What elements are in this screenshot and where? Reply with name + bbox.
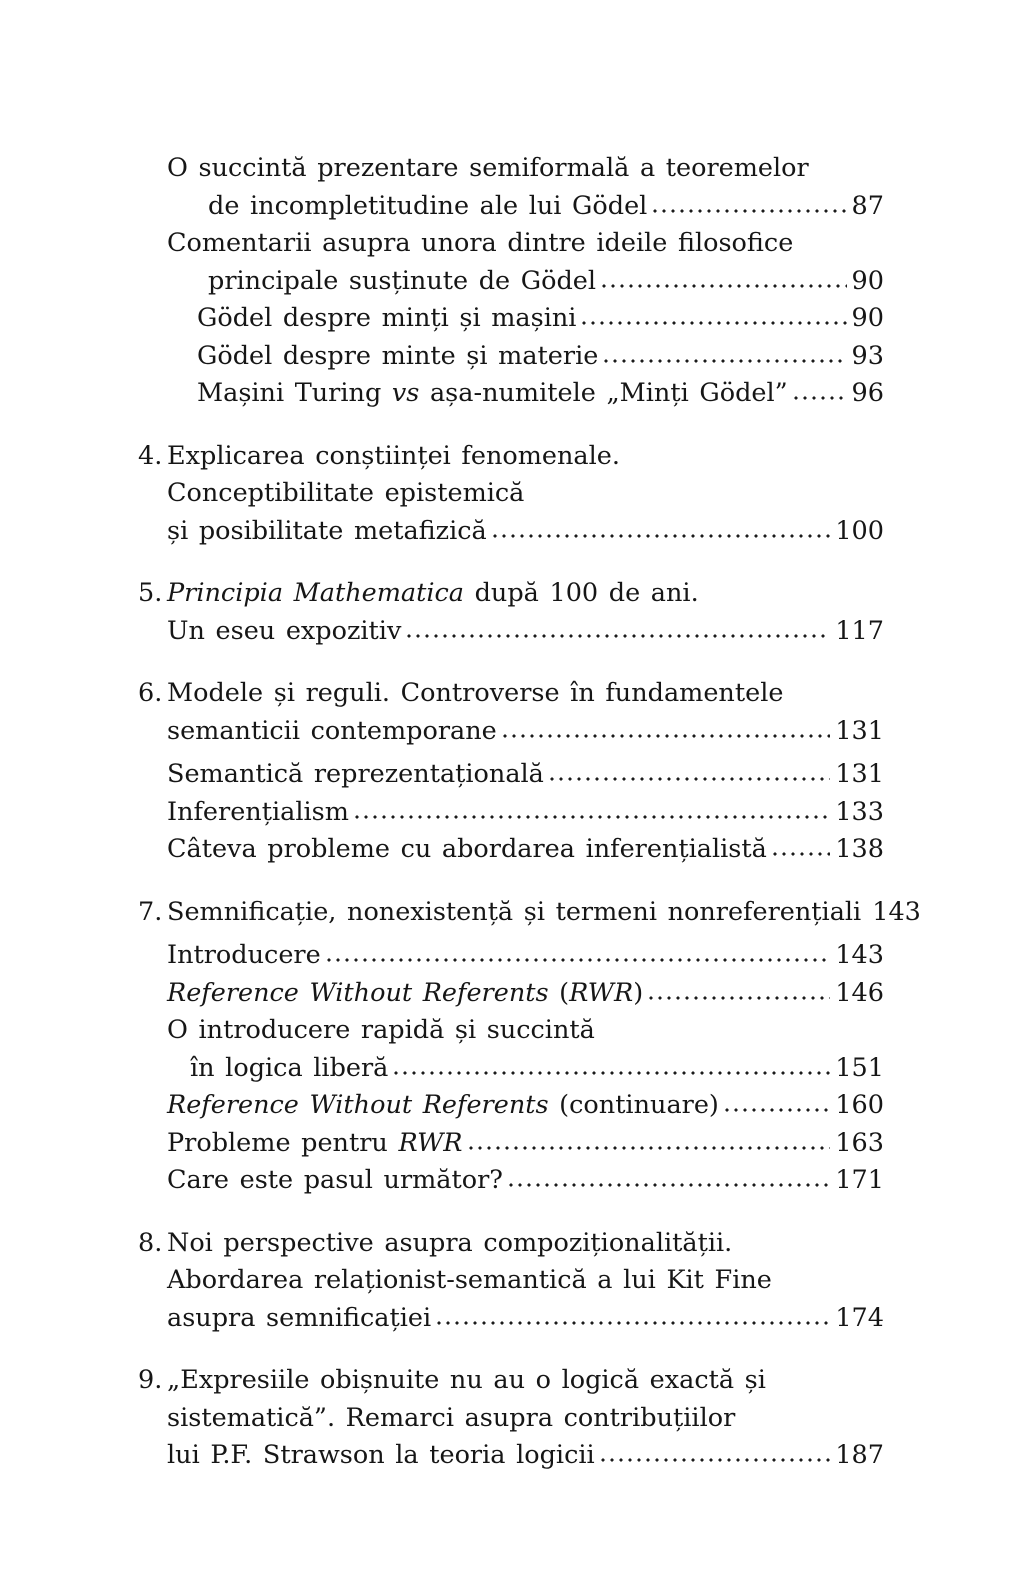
toc-entry-line bbox=[138, 300, 884, 338]
entry-text-segment: de incompletitudine ale lui Gödel bbox=[208, 190, 648, 221]
page-number: 131 bbox=[835, 759, 884, 789]
page-number: 138 bbox=[835, 834, 884, 864]
chapter-number: 8. bbox=[138, 1227, 163, 1258]
entry-text bbox=[167, 613, 401, 651]
page-number: 87 bbox=[851, 190, 884, 221]
entry-text-segment: lui P.F. Strawson la teoria logicii bbox=[167, 1440, 595, 1470]
toc-entry-line bbox=[138, 225, 884, 263]
entry-text-segment-italic: RWR bbox=[569, 977, 634, 1008]
entry-text bbox=[167, 937, 321, 975]
entry-text-segment-italic: Principia Mathematica bbox=[167, 578, 464, 608]
entry-text-segment: semanticii contemporane bbox=[167, 715, 497, 746]
entry-text-segment: Mașini Turing bbox=[197, 378, 392, 408]
toc-entry-line bbox=[138, 1300, 884, 1338]
page-number: 100 bbox=[835, 515, 884, 546]
toc-entry-line bbox=[138, 1087, 884, 1125]
dot-leader bbox=[653, 208, 846, 214]
entry-text-segment: Semantică reprezentațională bbox=[167, 759, 544, 789]
chapter-number: 5. bbox=[138, 578, 163, 608]
dot-leader bbox=[469, 1145, 831, 1151]
toc-page bbox=[138, 150, 921, 1475]
page-number: 93 bbox=[851, 340, 884, 371]
entry-text bbox=[197, 300, 576, 338]
dot-leader bbox=[437, 1320, 830, 1326]
entry-text bbox=[190, 1050, 388, 1088]
page-number: 163 bbox=[835, 1127, 884, 1158]
toc-entry-line bbox=[138, 1225, 884, 1263]
entry-text-segment: Câteva probleme cu abordarea inferențialistă bbox=[167, 834, 767, 864]
dot-leader bbox=[327, 957, 831, 963]
toc-entry-line bbox=[138, 831, 884, 869]
dot-leader bbox=[503, 733, 831, 739]
entry-text bbox=[167, 756, 544, 794]
entry-text bbox=[167, 1300, 431, 1338]
toc-entry-line bbox=[138, 894, 921, 932]
dot-leader bbox=[407, 633, 830, 639]
entry-text-segment: Explicarea conștiinței fenomenale. bbox=[167, 440, 620, 471]
entry-text-segment: Introducere bbox=[167, 940, 321, 970]
entry-text bbox=[167, 150, 809, 188]
entry-text bbox=[167, 1437, 595, 1475]
entry-text bbox=[197, 375, 788, 413]
entry-text-segment: Un eseu expozitiv bbox=[167, 615, 402, 646]
entry-text bbox=[167, 513, 487, 551]
entry-text bbox=[167, 1162, 503, 1200]
page-number: 90 bbox=[851, 265, 884, 296]
entry-text-segment: Care este pasul următor? bbox=[167, 1165, 503, 1195]
toc-entry-line bbox=[138, 1262, 884, 1300]
entry-text-segment: Inferențialism bbox=[167, 796, 349, 827]
entry-text-segment: Comentarii asupra unora dintre ideile filosofice bbox=[167, 228, 794, 258]
dot-leader bbox=[493, 533, 831, 539]
entry-text bbox=[167, 225, 793, 263]
page-number: 90 bbox=[851, 303, 884, 333]
toc-entry-line bbox=[138, 1012, 884, 1050]
toc-entry-line bbox=[138, 475, 884, 513]
dot-leader bbox=[602, 283, 847, 289]
entry-text-segment-italic: Reference Without Referents bbox=[167, 977, 549, 1008]
chapter-number: 6. bbox=[138, 678, 163, 708]
entry-text-segment: în logica liberă bbox=[190, 1052, 389, 1083]
entry-text-segment: ( bbox=[548, 977, 570, 1008]
entry-text-segment: Semnificație, nonexistență și termeni nonreferențiali bbox=[167, 896, 862, 927]
toc-entry-line bbox=[138, 1125, 884, 1163]
dot-leader bbox=[509, 1182, 830, 1188]
entry-text-segment: asupra semnificației bbox=[167, 1302, 432, 1333]
entry-text bbox=[197, 338, 598, 376]
entry-text bbox=[167, 713, 497, 751]
entry-text bbox=[167, 975, 643, 1013]
entry-text-segment: Noi perspective asupra compoziționalității. bbox=[167, 1227, 733, 1258]
dot-leader bbox=[355, 814, 830, 820]
entry-text bbox=[167, 831, 767, 869]
entry-text bbox=[167, 1125, 463, 1163]
toc-entry-line bbox=[138, 613, 884, 651]
entry-text-segment: O introducere rapidă și succintă bbox=[167, 1015, 595, 1045]
entry-text-segment: Gödel despre minți și mașini bbox=[197, 303, 577, 333]
toc-entry-line bbox=[138, 675, 884, 713]
toc-entry-line bbox=[138, 438, 884, 476]
entry-text bbox=[167, 575, 699, 613]
toc-entry-line bbox=[138, 150, 884, 188]
toc-entry-line bbox=[138, 188, 884, 226]
chapter-number: 7. bbox=[138, 896, 163, 927]
entry-text-segment: și posibilitate metafizică bbox=[167, 515, 487, 546]
page-number: 160 bbox=[835, 1090, 884, 1120]
page-number: 117 bbox=[835, 615, 884, 646]
entry-text-segment: Conceptibilitate epistemică bbox=[167, 478, 525, 508]
entry-text-segment: (continuare) bbox=[548, 1090, 719, 1120]
entry-text bbox=[208, 188, 647, 226]
entry-text-segment: Modele și reguli. Controverse în fundamentele bbox=[167, 678, 784, 708]
dot-leader bbox=[604, 358, 846, 364]
page-number: 146 bbox=[835, 977, 884, 1008]
entry-text bbox=[208, 263, 596, 301]
toc-entry-line bbox=[138, 1162, 884, 1200]
toc-entry-line bbox=[138, 338, 884, 376]
page-number: 187 bbox=[835, 1440, 884, 1470]
toc-entry-line bbox=[138, 263, 884, 301]
chapter-number: 9. bbox=[138, 1365, 163, 1395]
entry-text bbox=[167, 1225, 732, 1263]
entry-text bbox=[167, 794, 349, 832]
page-number: 171 bbox=[835, 1165, 884, 1195]
entry-text-segment: „Expresiile obișnuite nu au o logică exactă și bbox=[167, 1365, 766, 1395]
page-number: 151 bbox=[835, 1052, 884, 1083]
toc-entry-line bbox=[138, 1400, 884, 1438]
dot-leader bbox=[794, 395, 847, 401]
chapter-number: 4. bbox=[138, 440, 163, 471]
entry-text bbox=[167, 675, 783, 713]
dot-leader bbox=[725, 1107, 830, 1113]
entry-text-segment: Probleme pentru bbox=[167, 1127, 399, 1158]
entry-text bbox=[167, 1087, 719, 1125]
entry-text-segment: așa-numitele „Minți Gödel” bbox=[419, 378, 788, 408]
entry-text bbox=[167, 894, 861, 932]
dot-leader bbox=[394, 1070, 830, 1076]
toc-entry-line bbox=[138, 713, 884, 751]
dot-leader bbox=[773, 851, 830, 857]
page-number: 133 bbox=[835, 796, 884, 827]
page-number: 143 bbox=[872, 896, 921, 927]
entry-text bbox=[167, 1362, 766, 1400]
entry-text-segment: ) bbox=[633, 977, 644, 1008]
entry-text-segment: sistematică”. Remarci asupra contribuțiilor bbox=[167, 1402, 736, 1433]
toc-entry-line bbox=[138, 1362, 884, 1400]
entry-text-segment-italic: Reference Without Referents bbox=[167, 1090, 549, 1120]
entry-text bbox=[167, 1262, 772, 1300]
page-number: 96 bbox=[851, 378, 884, 408]
entry-text bbox=[167, 438, 620, 476]
page-number: 143 bbox=[835, 940, 884, 970]
dot-leader bbox=[649, 995, 830, 1001]
entry-text-segment: după 100 de ani. bbox=[464, 578, 699, 608]
entry-text bbox=[167, 1400, 735, 1438]
toc-entry-line bbox=[138, 1050, 884, 1088]
entry-text bbox=[167, 1012, 595, 1050]
toc-entry-line bbox=[138, 794, 884, 832]
entry-text-segment-italic: RWR bbox=[398, 1127, 463, 1158]
entry-text-segment: principale susținute de Gödel bbox=[208, 265, 597, 296]
toc-entry-line bbox=[138, 575, 884, 613]
toc-entry-line bbox=[138, 375, 884, 413]
entry-text-segment-italic: vs bbox=[391, 378, 420, 408]
toc-entry-line bbox=[138, 513, 884, 551]
page-number: 131 bbox=[835, 715, 884, 746]
toc-entry-line bbox=[138, 937, 884, 975]
entry-text-segment: Abordarea relaționist-semantică a lui Kit Fine bbox=[167, 1265, 772, 1295]
dot-leader bbox=[582, 320, 846, 326]
entry-text-segment: O succintă prezentare semiformală a teoremelor bbox=[167, 153, 809, 183]
toc-entry-line bbox=[138, 756, 884, 794]
dot-leader bbox=[550, 776, 830, 782]
entry-text bbox=[167, 475, 524, 513]
toc-entry-line bbox=[138, 1437, 884, 1475]
toc-entry-line bbox=[138, 975, 884, 1013]
page-number: 174 bbox=[835, 1302, 884, 1333]
entry-text-segment: Gödel despre minte și materie bbox=[197, 340, 599, 371]
dot-leader bbox=[601, 1457, 831, 1463]
